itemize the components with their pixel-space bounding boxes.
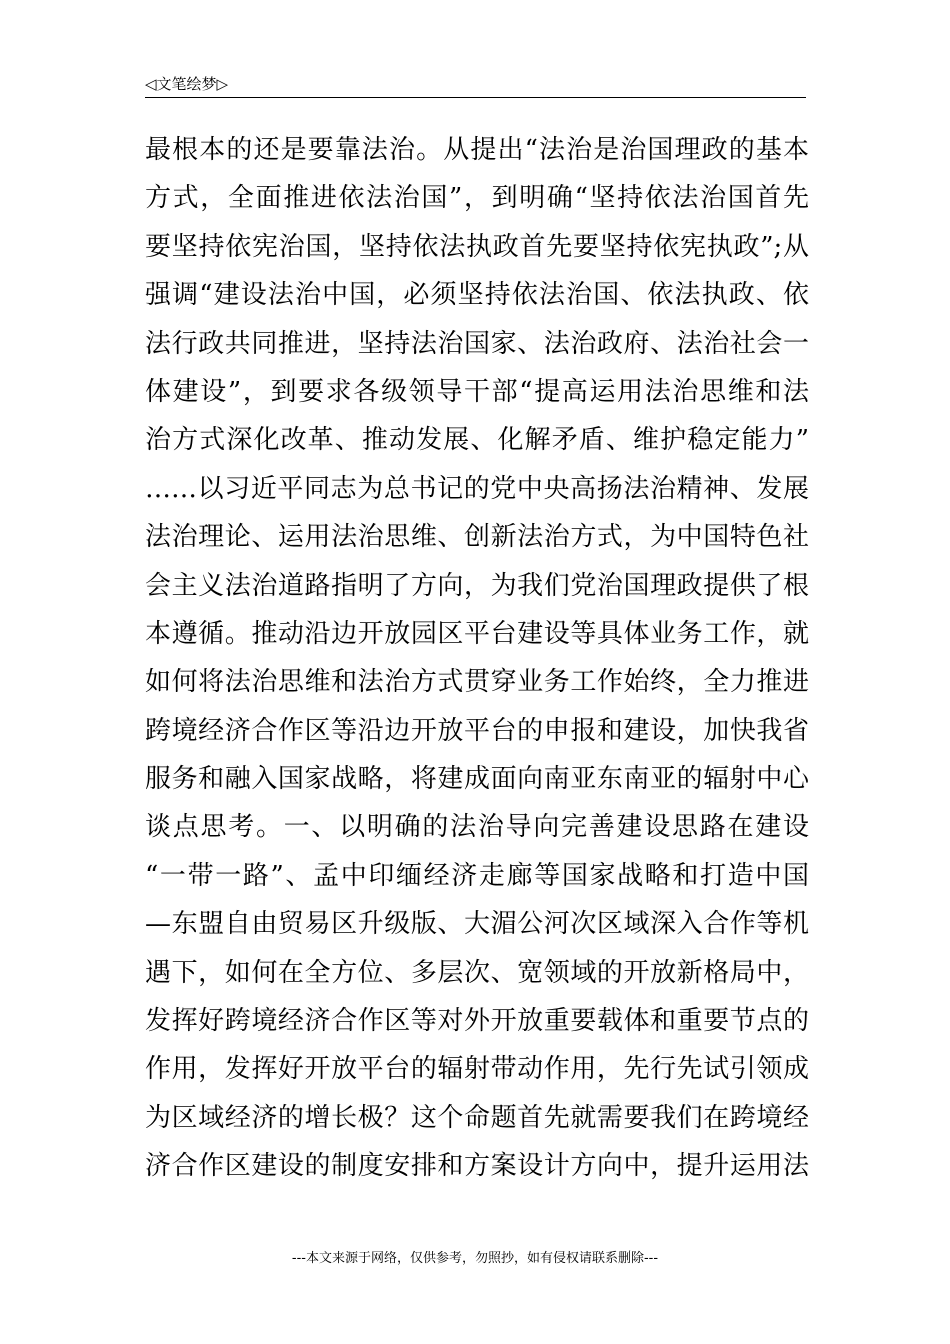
body-line: 法行政共同推进，坚持法治国家、法治政府、法治社会一 bbox=[145, 328, 809, 359]
body-line: 强调“建设法治中国，必须坚持依法治国、依法执政、依 bbox=[145, 280, 809, 311]
header-divider bbox=[145, 97, 806, 98]
body-line: 治方式深化改革、推动发展、化解矛盾、维护稳定能力” bbox=[145, 425, 809, 456]
body-line: 法治理论、运用法治思维、创新法治方式，为中国特色社 bbox=[145, 522, 809, 553]
page-header-title: ◁文笔绘梦▷ bbox=[145, 75, 229, 93]
body-line: 为区域经济的增长极？这个命题首先就需要我们在跨境经 bbox=[145, 1102, 809, 1133]
body-line: 作用，发挥好开放平台的辐射带动作用，先行先试引领成 bbox=[145, 1054, 809, 1085]
body-line: 体建设”，到要求各级领导干部“提高运用法治思维和法 bbox=[145, 376, 809, 407]
body-line: 济合作区建设的制度安排和方案设计方向中，提升运用法 bbox=[145, 1151, 809, 1182]
body-line: 最根本的还是要靠法治。从提出“法治是治国理政的基本 bbox=[145, 135, 809, 165]
body-line: 要坚持依宪治国，坚持依法执政首先要坚持依宪执政”;从 bbox=[145, 231, 809, 262]
body-line: 服务和融入国家战略，将建成面向南亚东南亚的辐射中心 bbox=[145, 764, 809, 795]
body-line: 本遵循。推动沿边开放园区平台建设等具体业务工作，就 bbox=[145, 618, 809, 649]
body-line: 发挥好跨境经济合作区等对外开放重要载体和重要节点的 bbox=[145, 1006, 809, 1037]
body-line: “一带一路”、孟中印缅经济走廊等国家战略和打造中国 bbox=[145, 860, 809, 891]
body-line: 方式，全面推进依法治国”，到明确“坚持依法治国首先 bbox=[145, 183, 809, 214]
page-footer-disclaimer: ---本文来源于网络，仅供参考，勿照抄，如有侵权请联系删除--- bbox=[291, 1251, 659, 1266]
body-line: 谈点思考。一、以明确的法治导向完善建设思路在建设 bbox=[145, 812, 809, 843]
body-line: ……以习近平同志为总书记的党中央高扬法治精神、发展 bbox=[145, 473, 809, 504]
document-body bbox=[145, 126, 809, 1191]
body-line: 如何将法治思维和法治方式贯穿业务工作始终，全力推进 bbox=[145, 667, 809, 698]
body-line: 跨境经济合作区等沿边开放平台的申报和建设，加快我省 bbox=[145, 715, 809, 746]
body-line: —东盟自由贸易区升级版、大湄公河次区域深入合作等机 bbox=[145, 909, 809, 940]
body-line: 遇下，如何在全方位、多层次、宽领域的开放新格局中， bbox=[145, 957, 809, 988]
body-line: 会主义法治道路指明了方向，为我们党治国理政提供了根 bbox=[145, 570, 809, 601]
